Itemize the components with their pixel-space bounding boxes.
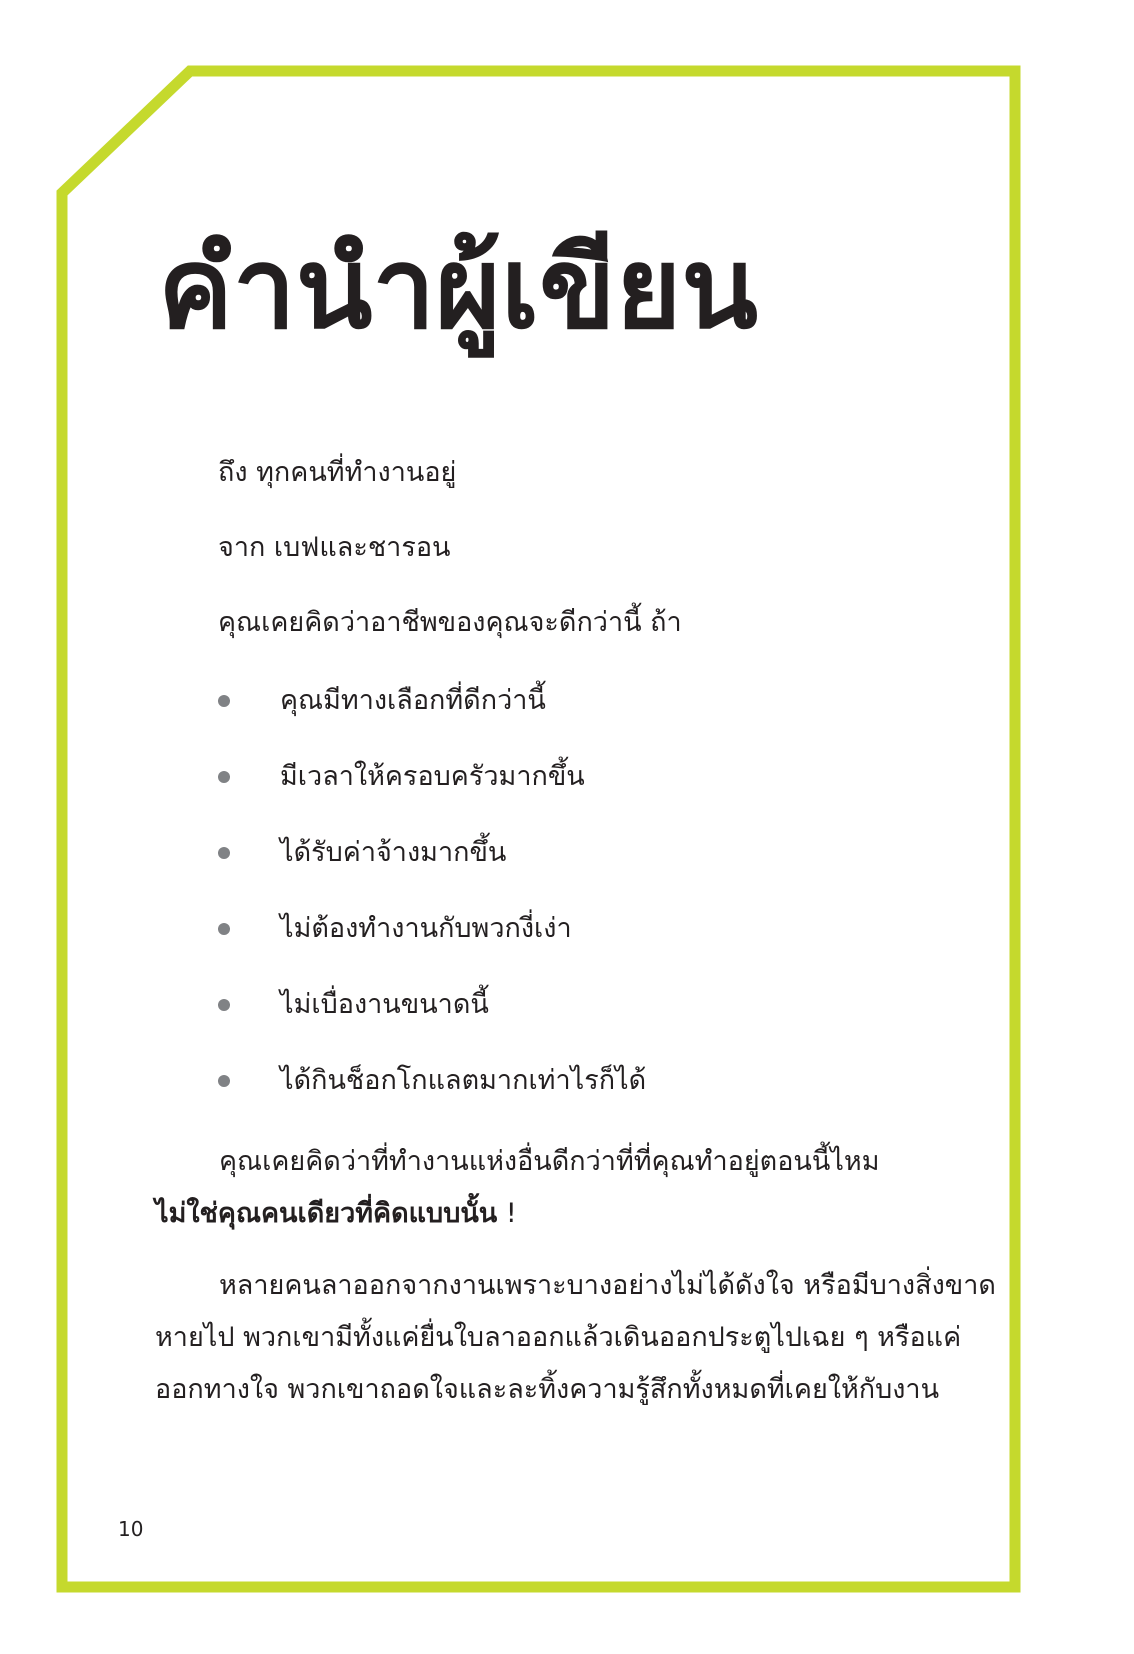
bullet-icon bbox=[218, 695, 230, 707]
bullet-icon bbox=[218, 923, 230, 935]
question-intro: คุณเคยคิดว่าอาชีพของคุณจะดีกว่านี้ ถ้า bbox=[218, 607, 682, 638]
list-item bbox=[218, 757, 585, 797]
list-item bbox=[218, 985, 489, 1025]
exclamation-text: ! bbox=[497, 1198, 517, 1229]
salutation-from: จาก เบฟและชารอน bbox=[218, 532, 451, 563]
paragraph-1-line-1: คุณเคยคิดว่าที่ทำงานแห่งอื่นดีกว่าที่ที่คุณทำอยู่ตอนนี้ไหม bbox=[219, 1146, 880, 1177]
list-item-text: คุณมีทางเลือกที่ดีกว่านี้ bbox=[280, 685, 546, 717]
list-item-text: ไม่ต้องทำงานกับพวกงี่เง่า bbox=[280, 913, 572, 945]
list-item bbox=[218, 909, 572, 949]
bullet-icon bbox=[218, 1075, 230, 1087]
list-item-text: มีเวลาให้ครอบครัวมากขึ้น bbox=[280, 761, 585, 793]
paragraph-1 bbox=[155, 1136, 935, 1240]
paragraph-2-line-3: ออกทางใจ พวกเขาถอดใจและละทิ้งความรู้สึกทั้งหมดที่เคยให้กับงาน bbox=[155, 1374, 940, 1405]
bullet-icon bbox=[218, 999, 230, 1011]
bullet-icon bbox=[218, 771, 230, 783]
bullet-icon bbox=[218, 847, 230, 859]
list-item bbox=[218, 681, 546, 721]
list-item bbox=[218, 1061, 646, 1101]
page-number: 10 bbox=[118, 1517, 144, 1541]
list-item-text: ได้กินช็อกโกแลตมากเท่าไรก็ได้ bbox=[280, 1065, 647, 1097]
page-title: คำนำผู้เขียน bbox=[158, 224, 758, 354]
list-item-text: ไม่เบื่องานขนาดนี้ bbox=[280, 989, 489, 1021]
list-item-text: ได้รับค่าจ้างมากขึ้น bbox=[280, 837, 507, 869]
salutation-to: ถึง ทุกคนที่ทำงานอยู่ bbox=[218, 457, 457, 488]
paragraph-2 bbox=[155, 1260, 996, 1416]
paragraph-1-line-2 bbox=[155, 1188, 935, 1240]
paragraph-2-line-1: หลายคนลาออกจากงานเพราะบางอย่างไม่ได้ดังใจ หรือมีบางสิ่งขาด bbox=[219, 1270, 996, 1301]
emphasis-text: ไม่ใช่คุณคนเดียวที่คิดแบบนั้น bbox=[155, 1198, 498, 1229]
list-item bbox=[218, 833, 506, 873]
paragraph-2-line-2: หายไป พวกเขามีทั้งแค่ยื่นใบลาออกแล้วเดินออกประตูไปเฉย ๆ หรือแค่ bbox=[155, 1322, 962, 1353]
